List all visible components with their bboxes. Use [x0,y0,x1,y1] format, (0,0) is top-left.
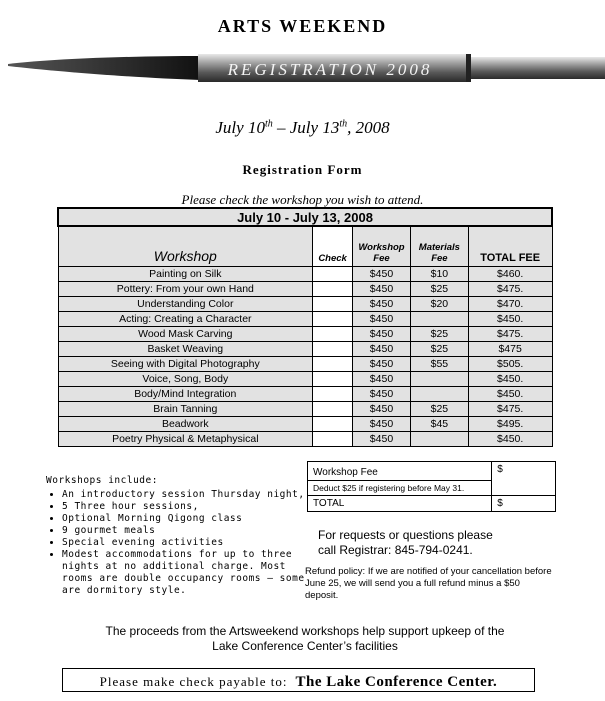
table-header: July 10 - July 13, 2008 [58,208,552,226]
workshop-fee: $450 [353,342,411,357]
fee-workshop-label: Workshop Fee [308,462,492,481]
contact-info: For requests or questions please call Registrar: 845-794-0241. [318,528,493,557]
workshop-name: Body/Mind Integration [58,387,313,402]
workshop-fee: $450 [353,357,411,372]
workshop-fee: $450 [353,297,411,312]
includes-list [46,489,308,597]
table-row [58,297,552,312]
total-fee: $450. [468,387,552,402]
fee-deduct-note: Deduct $25 if registering before May 31. [308,481,492,496]
list-item: • Optional Morning Qigong class [62,513,308,525]
workshop-fee: $450 [353,312,411,327]
table-row [58,342,552,357]
materials-fee: $20 [410,297,468,312]
workshop-fee: $450 [353,267,411,282]
workshop-name: Acting: Creating a Character [58,312,313,327]
workshops-include [46,475,308,597]
table-row [58,387,552,402]
list-item: • An introductory session Thursday night, [62,489,308,501]
check-box[interactable] [313,267,353,282]
total-fee: $475. [468,327,552,342]
check-box[interactable] [313,432,353,447]
fee-box [307,461,556,512]
workshop-name: Seeing with Digital Photography [58,357,313,372]
total-fee: $495. [468,417,552,432]
table-row [58,327,552,342]
workshop-name: Voice, Song, Body [58,372,313,387]
table-row [58,372,552,387]
workshop-name: Basket Weaving [58,342,313,357]
brush-label: REGISTRATION 2008 [227,60,433,79]
workshop-name: Wood Mask Carving [58,327,313,342]
total-fee: $505. [468,357,552,372]
check-box[interactable] [313,327,353,342]
table-row [58,432,552,447]
check-box[interactable] [313,357,353,372]
check-box[interactable] [313,417,353,432]
materials-fee: $55 [410,357,468,372]
check-box[interactable] [313,342,353,357]
col-workshop-fee: Workshop Fee [353,226,411,267]
col-check: Check [313,226,353,267]
form-title: Registration Form [242,162,363,177]
workshop-fee: $450 [353,282,411,297]
table-row [58,417,552,432]
proceeds-note: The proceeds from the Artsweekend workshops help support upkeep of the Lake Conference Center’s facilities [105,624,505,653]
workshop-fee: $450 [353,402,411,417]
check-box[interactable] [313,387,353,402]
materials-fee [410,372,468,387]
col-total-fee: TOTAL FEE [468,226,552,267]
total-fee: $475. [468,402,552,417]
table-row [58,402,552,417]
payable-box [62,668,535,692]
workshop-fee: $450 [353,387,411,402]
workshop-fee: $450 [353,327,411,342]
refund-policy: Refund policy: If we are notified of your cancellation before June 25, we will send you a full refund minus a $50 deposit. [305,566,552,601]
event-dates: July 10th – July 13th, 2008 [215,118,390,137]
list-item: • 9 gourmet meals [62,525,308,537]
materials-fee: $25 [410,402,468,417]
fee-workshop-input[interactable]: $ [492,462,556,496]
workshop-name: Understanding Color [58,297,313,312]
workshop-name: Poetry Physical & Metaphysical [58,432,313,447]
list-item: • 5 Three hour sessions, [62,501,308,513]
list-item: • Modest accommodations for up to three nights at no additional charge. Most rooms are double occupancy rooms – some are dormitory style. [62,549,308,597]
workshop-name: Painting on Silk [58,267,313,282]
workshop-fee: $450 [353,372,411,387]
materials-fee [410,387,468,402]
total-fee: $460. [468,267,552,282]
table-row [58,282,552,297]
total-fee: $450. [468,432,552,447]
table-row [58,267,552,282]
payable-org: The Lake Conference Center. [295,674,498,690]
workshop-name: Pottery: From your own Hand [58,282,313,297]
instruction-text: Please check the workshop you wish to attend. [181,192,424,207]
materials-fee: $25 [410,342,468,357]
workshop-fee: $450 [353,417,411,432]
check-box[interactable] [313,372,353,387]
total-fee: $475 [468,342,552,357]
workshop-fee: $450 [353,432,411,447]
check-box[interactable] [313,297,353,312]
materials-fee: $45 [410,417,468,432]
materials-fee [410,312,468,327]
total-fee: $475. [468,282,552,297]
check-box[interactable] [313,402,353,417]
paintbrush-banner [0,44,605,94]
fee-total-input[interactable]: $ [492,496,556,512]
workshop-name: Beadwork [58,417,313,432]
check-box[interactable] [313,282,353,297]
payable-label: Please make check payable to: [99,674,288,689]
workshop-table [57,207,553,447]
table-row [58,312,552,327]
includes-heading: Workshops include: [46,475,158,486]
page-title: ARTS WEEKEND [217,16,388,36]
materials-fee: $25 [410,282,468,297]
materials-fee: $25 [410,327,468,342]
total-fee: $450. [468,372,552,387]
total-fee: $470. [468,297,552,312]
materials-fee: $10 [410,267,468,282]
total-fee: $450. [468,312,552,327]
brush-bristles [8,56,200,80]
materials-fee [410,432,468,447]
table-row [58,357,552,372]
col-materials-fee: Materials Fee [410,226,468,267]
workshop-name: Brain Tanning [58,402,313,417]
list-item: • Special evening activities [62,537,308,549]
brush-handle [468,57,605,79]
fee-total-label: TOTAL [308,496,492,512]
check-box[interactable] [313,312,353,327]
col-workshop: Workshop [58,226,313,267]
